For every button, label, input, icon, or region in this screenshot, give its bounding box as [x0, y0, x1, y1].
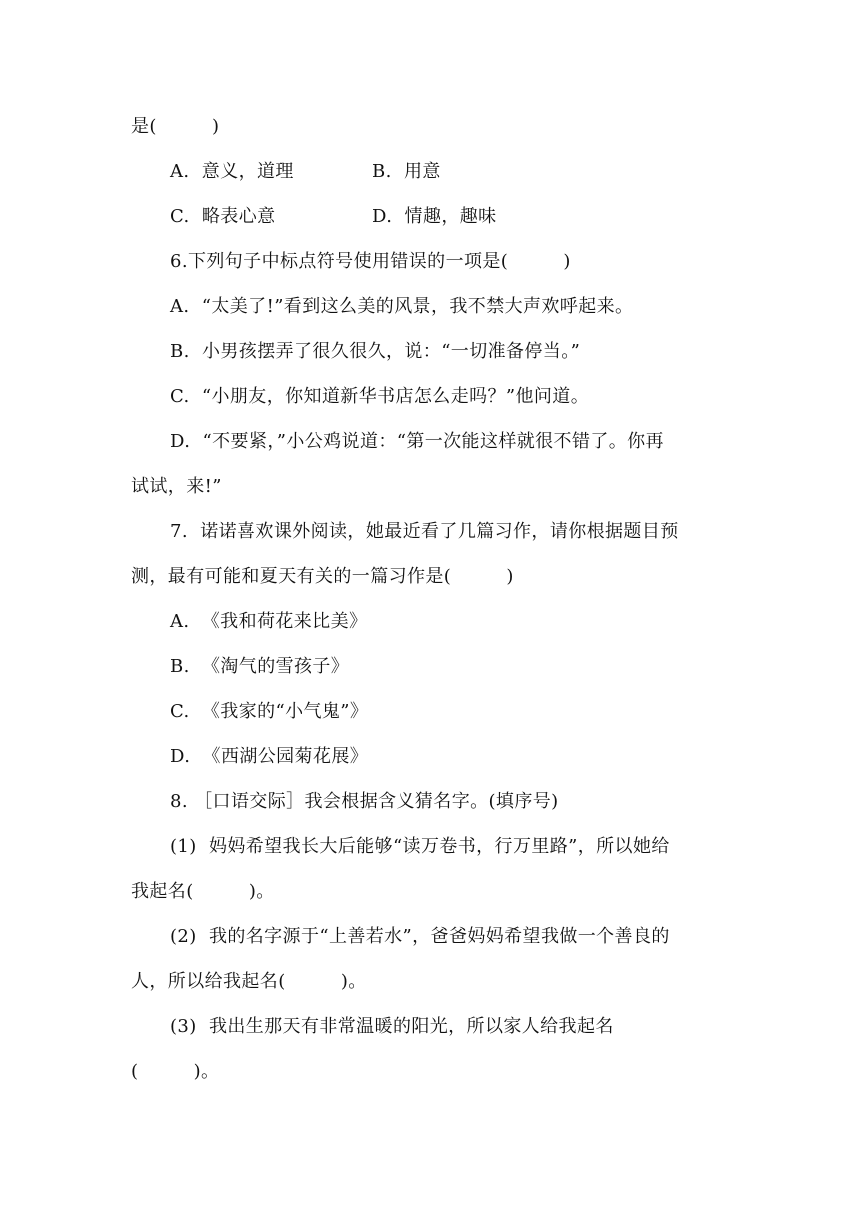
- q8-sub1-line1: (1) 妈妈希望我长大后能够“读万卷书，行万里路”，所以她给: [170, 836, 670, 857]
- q5-option-a: A. 意义，道理: [170, 161, 294, 182]
- q7-stem-line1: 7. 诺诺喜欢课外阅读，她最近看了几篇习作，请你根据题目预: [170, 521, 679, 542]
- q8-sub3-line2: ( )。: [131, 1061, 220, 1082]
- q7-option-d: D. 《西湖公园菊花展》: [170, 746, 369, 767]
- q7-option-c: C. 《我家的“小气鬼”》: [170, 701, 369, 722]
- q6-option-d-line1: D. “不要紧，”小公鸡说道：“第一次能这样就很不错了。你再: [170, 431, 664, 452]
- q5-option-b: B. 用意: [372, 161, 441, 182]
- q6-option-a: A. “太美了!”看到这么美的风景，我不禁大声欢呼起来。: [170, 296, 634, 317]
- q8-sub1-line2: 我起名( )。: [131, 881, 275, 902]
- q5-option-c: C. 略表心意: [170, 206, 276, 227]
- q6-stem: 6.下列句子中标点符号使用错误的一项是( ): [170, 251, 571, 272]
- q8-sub3-line1: (3) 我出生那天有非常温暖的阳光，所以家人给我起名: [170, 1016, 614, 1037]
- q8-sub2-line2: 人，所以给我起名( )。: [131, 971, 367, 992]
- q8-sub2-line1: (2) 我的名字源于“上善若水”，爸爸妈妈希望我做一个善良的: [170, 926, 670, 947]
- q5-stem-end: 是( ): [131, 116, 220, 137]
- q6-option-c: C. “小朋友，你知道新华书店怎么走吗？”他问道。: [170, 386, 590, 407]
- q6-option-b: B. 小男孩摆弄了很久很久，说：“一切准备停当。”: [170, 341, 581, 362]
- q7-stem-line2: 测，最有可能和夏天有关的一篇习作是( ): [131, 566, 514, 587]
- q8-stem: 8. ［口语交际］我会根据含义猜名字。(填序号): [170, 791, 559, 812]
- q5-option-d: D. 情趣，趣味: [372, 206, 497, 227]
- q6-option-d-line2: 试试，来!”: [131, 476, 222, 497]
- q7-option-b: B. 《淘气的雪孩子》: [170, 656, 350, 677]
- q7-option-a: A. 《我和荷花来比美》: [170, 611, 368, 632]
